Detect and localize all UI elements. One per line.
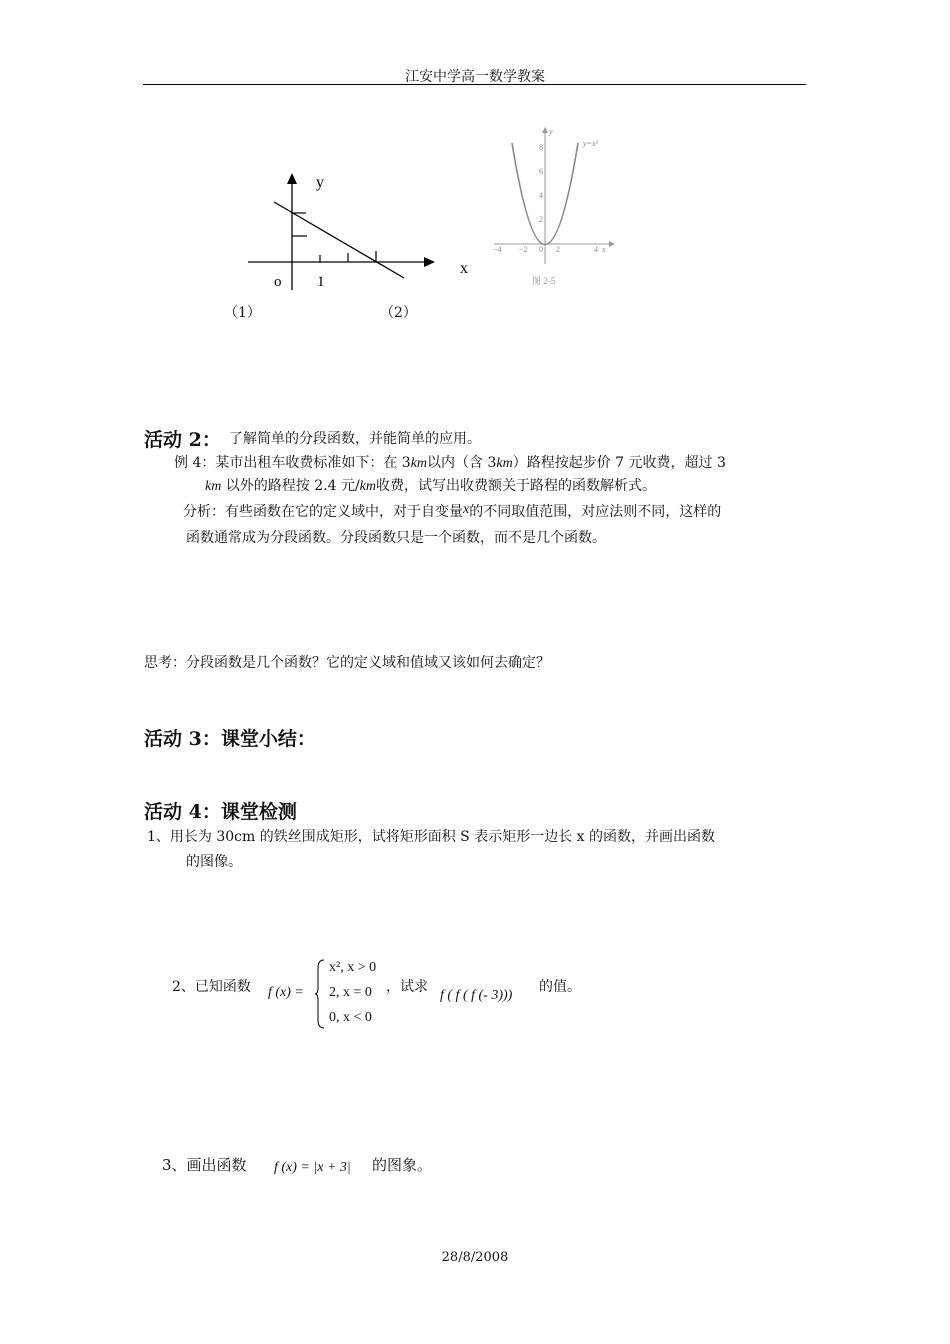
fig2-y-tick: 6: [539, 167, 543, 176]
example4-line1: [174, 452, 726, 472]
footer-date: 28/8/2008: [441, 1250, 509, 1265]
piecewise-brace-path: [315, 960, 324, 1028]
figure-2-parabola: [490, 124, 620, 294]
header-rule: [143, 84, 806, 85]
question3-prefix: 3、画出函数: [162, 1156, 247, 1174]
fig1-tick-label: 1: [317, 274, 325, 290]
fig1-x-arrow: [424, 257, 435, 267]
fig2-x-tick: −2: [519, 245, 528, 254]
km-unit: km: [359, 479, 376, 494]
fig1-origin-label: o: [274, 274, 282, 290]
question3-expression: f (x) = |x + 3|: [274, 1160, 351, 1175]
example4-text-a: 例 4：某市出租车收费标准如下：在 3: [174, 455, 411, 471]
km-unit: km: [496, 456, 513, 471]
activity2-title: 活动 2：: [144, 429, 221, 451]
fig2-x-arrow: [609, 241, 615, 247]
piecewise-case-3: 0, x < 0: [329, 1010, 372, 1025]
activity2-subtitle: 了解简单的分段函数，并能简单的应用。: [229, 431, 481, 447]
question2-suffix: 的值。: [539, 979, 581, 995]
piecewise-case-1: x², x > 0: [329, 960, 377, 975]
piecewise-case-2: 2, x = 0: [329, 985, 372, 1000]
figure-1-line-graph: [240, 165, 480, 295]
activity3-title: 活动 3：课堂小结：: [144, 728, 316, 750]
fig1-x-label: x: [460, 260, 468, 277]
analysis-line1: [183, 501, 721, 521]
analysis-line2: 函数通常成为分段函数。分段函数只是一个函数，而不是几个函数。: [186, 530, 606, 546]
piecewise-brace: [314, 958, 326, 1030]
fig1-y-arrow: [287, 173, 297, 184]
fig2-y-arrow: [542, 127, 548, 133]
question2-prefix: 2、已知函数: [172, 979, 251, 995]
fig2-caption: （2）: [380, 305, 417, 321]
km-unit: km: [410, 456, 428, 471]
example4-line2: [205, 475, 656, 495]
question2-expression: f ( f ( f (- 3))): [440, 988, 513, 1003]
example4-text-c: ）路程按起步价 7 元收费，超过 3: [512, 455, 726, 471]
question2-fx: f (x) =: [268, 985, 304, 1000]
fig2-x-tick: −4: [493, 245, 502, 254]
fig2-y-tick: 4: [539, 191, 543, 200]
fig2-figure-caption: 图 2-5: [532, 276, 556, 286]
example4-text-d: 以外的路程按 2.4 元/: [225, 478, 360, 494]
fig2-y-axis-label: y: [549, 127, 553, 136]
question2-mid: ，试求: [386, 979, 428, 995]
activity4-title: 活动 4：课堂检测: [144, 801, 297, 823]
fig2-y-tick: 2: [539, 215, 543, 224]
fig2-x-tick: 0: [539, 245, 543, 254]
example4-text-b: 以内（含 3: [427, 455, 497, 471]
example4-text-e: 收费，试写出收费额关于路程的函数解析式。: [376, 478, 656, 494]
km-unit: km: [205, 479, 222, 494]
fig2-x-tick: 4: [594, 245, 598, 254]
question3-suffix: 的图象。: [372, 1156, 433, 1174]
fig1-function-line: [274, 202, 404, 278]
question1-line2: 的图像。: [186, 854, 242, 870]
fig2-y-tick: 8: [539, 143, 543, 152]
analysis-text-b: 的不同取值范围，对应法则不同，这样的: [469, 504, 722, 520]
think-question: 思考：分段函数是几个函数？它的定义域和值域又该如何去确定？: [144, 655, 550, 671]
fig1-y-label: y: [316, 174, 324, 191]
analysis-variable: x: [463, 502, 470, 517]
page-header: 江安中学高一数学教案: [405, 69, 545, 85]
fig2-x-axis-label: x: [602, 245, 606, 254]
question1-line1: 1、用长为 30cm 的铁丝围成矩形，试将矩形面积 S 表示矩形一边长 x 的函数，并画出函数: [147, 829, 716, 845]
analysis-text-a: 分析：有些函数在它的定义域中，对于自变量: [183, 504, 463, 520]
fig2-x-tick: 2: [556, 245, 560, 254]
fig1-caption: （1）: [224, 305, 261, 321]
fig2-curve-label: y=x²: [583, 139, 598, 148]
